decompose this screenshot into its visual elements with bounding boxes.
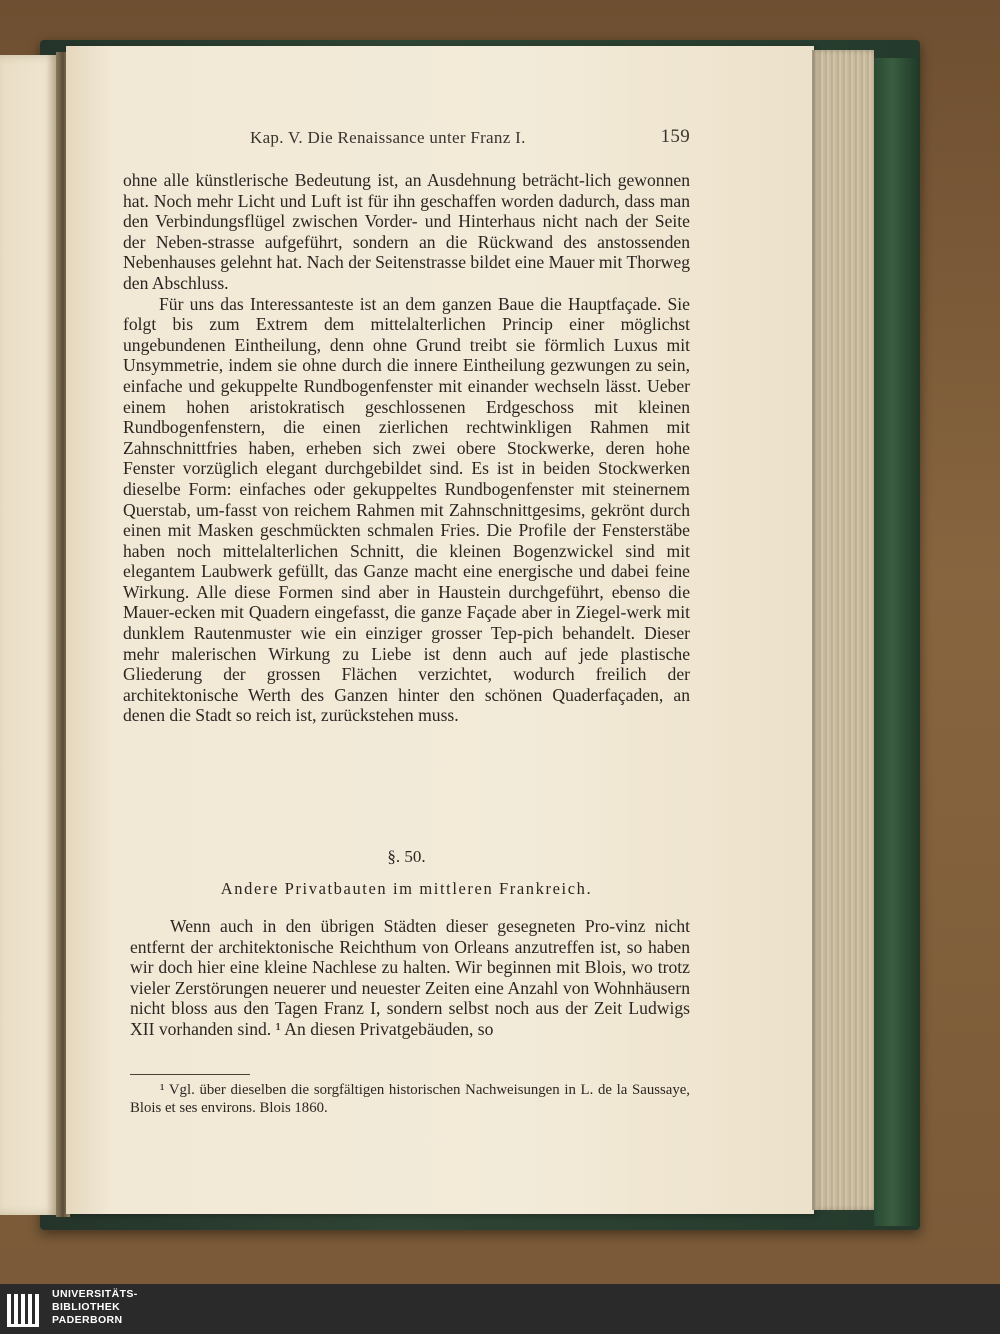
footnote: [130, 1081, 690, 1117]
page-number: 159: [660, 126, 690, 147]
cover-edge: [874, 58, 920, 1226]
library-name-line: PADERBORN: [52, 1314, 123, 1326]
body-text: [123, 170, 690, 726]
library-footer: [0, 1284, 1000, 1334]
footnote-text: ¹ Vgl. über dieselben die sorgfältigen historischen Nachweisungen in L. de la Saussaye, Blois et ses environs. Blois 1860.: [130, 1082, 690, 1116]
footnote-rule: [130, 1074, 250, 1075]
section-body: [130, 916, 690, 1040]
section-number: §. 50.: [387, 847, 426, 866]
library-name: [52, 1288, 138, 1327]
paragraph: Für uns das Interessanteste ist an dem ganzen Baue die Hauptfaçade. Sie folgt bis zum Extrem dem mittelalterlichen Princip einer möglichst ungebundenen Eintheilung, denn ohne Grund treibt sie förmlich Luxus mit Unsymmetrie, indem sie ohne durch die innere Eintheilung gezwungen zu sein, einfache und gekuppelte Rundbogenfenster mit einander wechseln lässt. Ueber einem hohen aristokratisch geschlossenen Erdgeschoss mit kleinen Rundbogenfenstern, die einen zierlichen rechtwinkligen Rahmen mit Zahnschnittfries haben, erheben sich zwei obere Stockwerke, deren hohe Fenster vorzüglich elegant durchgebildet sind. Es ist in beiden Stockwerken dieselbe Form: einfaches oder gekuppeltes Rundbogenfenster mit steinernem Querstab, um-fasst von reichem Rahmen mit Zahnschnittgesims, gekrönt durch einen mit Masken geschmückten schmalen Fries. Die Profile der Fensterstäbe haben noch mittelalterlichen Schnitt, die kleinen Bogenzwickel sind mit elegantem Laubwerk gefüllt, das Ganze macht eine energische und dabei feine Wirkung. Alle diese Formen sind aber in Haustein durchgeführt, ebenso die Mauer-ecken mit Quadern eingefasst, die ganze Façade aber in Ziegel-werk mit dunklem Rautenmuster wie ein einziger grosser Tep-pich behandelt. Dieser mehr malerischen Wirkung zu Liebe ist denn auch auf jede plastische Gliederung der grossen Flächen verzichtet, wodurch freilich der architektonische Werth des Ganzen hinter den schönen Quaderfaçaden, an denen die Stadt so reich ist, zurückstehen muss.: [123, 293, 690, 726]
library-name-line: UNIVERSITÄTS-: [52, 1288, 138, 1300]
running-title: Kap. V. Die Renaissance unter Franz I.: [250, 128, 526, 147]
paragraph: ohne alle künstlerische Bedeutung ist, an Ausdehnung beträcht-lich gewonnen hat. Noch mehr Licht und Luft ist für ihn geschaffen worden dadurch, dass man den Verbindungsflügel zwischen Vorder- und Hinterhaus nicht nach der Seite der Neben-strasse aufgeführt, sondern an die Rückwand des anstossenden Nebenhauses gelehnt hat. Nach der Seitenstrasse bildet eine Mauer mit Thorweg den Abschluss.: [123, 170, 690, 293]
library-logo-icon: [4, 1288, 46, 1330]
section-title: Andere Privatbauten im mittleren Frankreich.: [220, 879, 593, 898]
left-page: [0, 55, 58, 1215]
library-name-line: BIBLIOTHEK: [52, 1301, 121, 1313]
page-edges: [812, 50, 874, 1210]
paragraph: Wenn auch in den übrigen Städten dieser gesegneten Pro-vinz nicht entfernt der architektonische Reichthum von Orleans anzutreffen ist, so haben wir doch hier eine kleine Nachlese zu halten. Wir beginnen mit Blois, wo trotz vieler Zerstörungen neuerer und neuester Zeiten eine Anzahl von Wohnhäusern nicht bloss aus den Tagen Franz I, sondern selbst noch aus der Zeit Ludwigs XII vorhanden sind. ¹ An diesen Privatgebäuden, so: [130, 916, 690, 1039]
